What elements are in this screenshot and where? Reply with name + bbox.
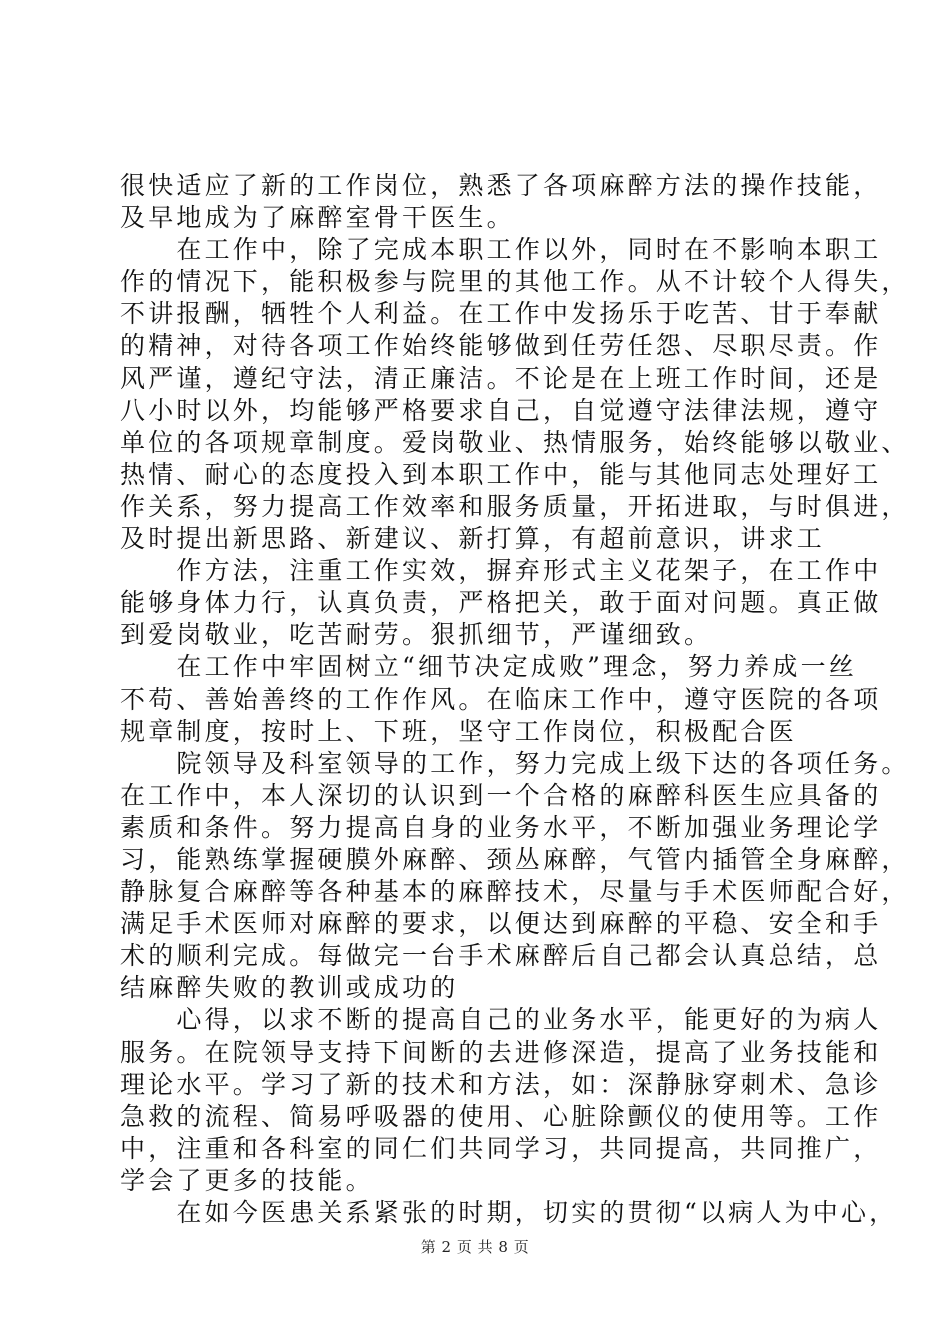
text-line: 风严谨，遵纪守法，清正廉洁。不论是在上班工作时间，还是 — [120, 363, 882, 393]
text-line: 心得，以求不断的提高自己的业务水平，能更好的为病人 — [120, 1005, 882, 1035]
text-line: 术的顺利完成。每做完一台手术麻醉后自己都会认真总结，总 — [120, 941, 882, 971]
text-line: 能够身体力行，认真负责，严格把关，敢于面对问题。真正做 — [120, 588, 882, 618]
text-line: 在工作中牢固树立“细节决定成败”理念，努力养成一丝 — [120, 652, 857, 682]
text-line: 习，能熟练掌握硬膜外麻醉、颈丛麻醉，气管内插管全身麻醉， — [120, 844, 910, 874]
text-line: 作方法，注重工作实效，摒弃形式主义花架子，在工作中 — [120, 556, 882, 586]
text-line: 素质和条件。努力提高自身的业务水平，不断加强业务理论学 — [120, 812, 882, 842]
text-line: 很快适应了新的工作岗位，熟悉了各项麻醉方法的操作技能， — [120, 171, 882, 200]
text-line: 中，注重和各科室的同仁们共同学习，共同提高，共同推广， — [120, 1133, 882, 1163]
text-line: 不苟、善始善终的工作作风。在临床工作中，遵守医院的各项 — [120, 684, 882, 714]
text-line: 八小时以外，均能够严格要求自己，自觉遵守法律法规，遵守 — [120, 395, 882, 425]
text-line: 院领导及科室领导的工作，努力完成上级下达的各项任务。 — [120, 748, 910, 778]
text-line: 结麻醉失败的教训或成功的 — [120, 973, 459, 1003]
text-line: 学会了更多的技能。 — [120, 1165, 374, 1195]
text-line: 单位的各项规章制度。爱岗敬业、热情服务，始终能够以敬业、 — [120, 427, 910, 457]
text-line: 作关系，努力提高工作效率和服务质量，开拓进取，与时俱进， — [120, 491, 910, 521]
text-line: 理论水平。学习了新的技术和方法，如：深静脉穿刺术、急诊 — [120, 1069, 882, 1099]
text-line: 规章制度，按时上、下班，坚守工作岗位，积极配合医 — [120, 716, 797, 746]
text-line: 及早地成为了麻醉室骨干医生。 — [120, 203, 515, 233]
text-line: 热情、耐心的态度投入到本职工作中，能与其他同志处理好工 — [120, 459, 882, 489]
text-line: 服务。在院领导支持下间断的去进修深造，提高了业务技能和 — [120, 1037, 882, 1067]
text-line: 在工作中，本人深切的认识到一个合格的麻醉科医生应具备的 — [120, 780, 882, 810]
text-line: 急救的流程、简易呼吸器的使用、心脏除颤仪的使用等。工作 — [120, 1101, 882, 1131]
text-line: 作的情况下，能积极参与院里的其他工作。从不计较个人得失， — [120, 267, 910, 297]
text-line: 满足手术医师对麻醉的要求，以便达到麻醉的平稳、安全和手 — [120, 909, 882, 939]
text-line: 到爱岗敬业，吃苦耐劳。狠抓细节，严谨细致。 — [120, 620, 713, 650]
page-number-footer: 第 2 页 共 8 页 — [420, 1238, 530, 1256]
text-line: 的精神，对待各项工作始终能够做到任劳任怨、尽职尽责。作 — [120, 331, 882, 361]
text-line: 及时提出新思路、新建议、新打算，有超前意识，讲求工 — [120, 524, 826, 554]
text-line: 静脉复合麻醉等各种基本的麻醉技术，尽量与手术医师配合好， — [120, 877, 910, 907]
text-line: 不讲报酬，牺牲个人利益。在工作中发扬乐于吃苦、甘于奉献 — [120, 299, 882, 329]
text-line: 在如今医患关系紧张的时期，切实的贯彻“以病人为中心， — [120, 1198, 898, 1227]
document-body — [120, 170, 910, 1229]
text-line: 在工作中，除了完成本职工作以外，同时在不影响本职工 — [120, 235, 882, 265]
